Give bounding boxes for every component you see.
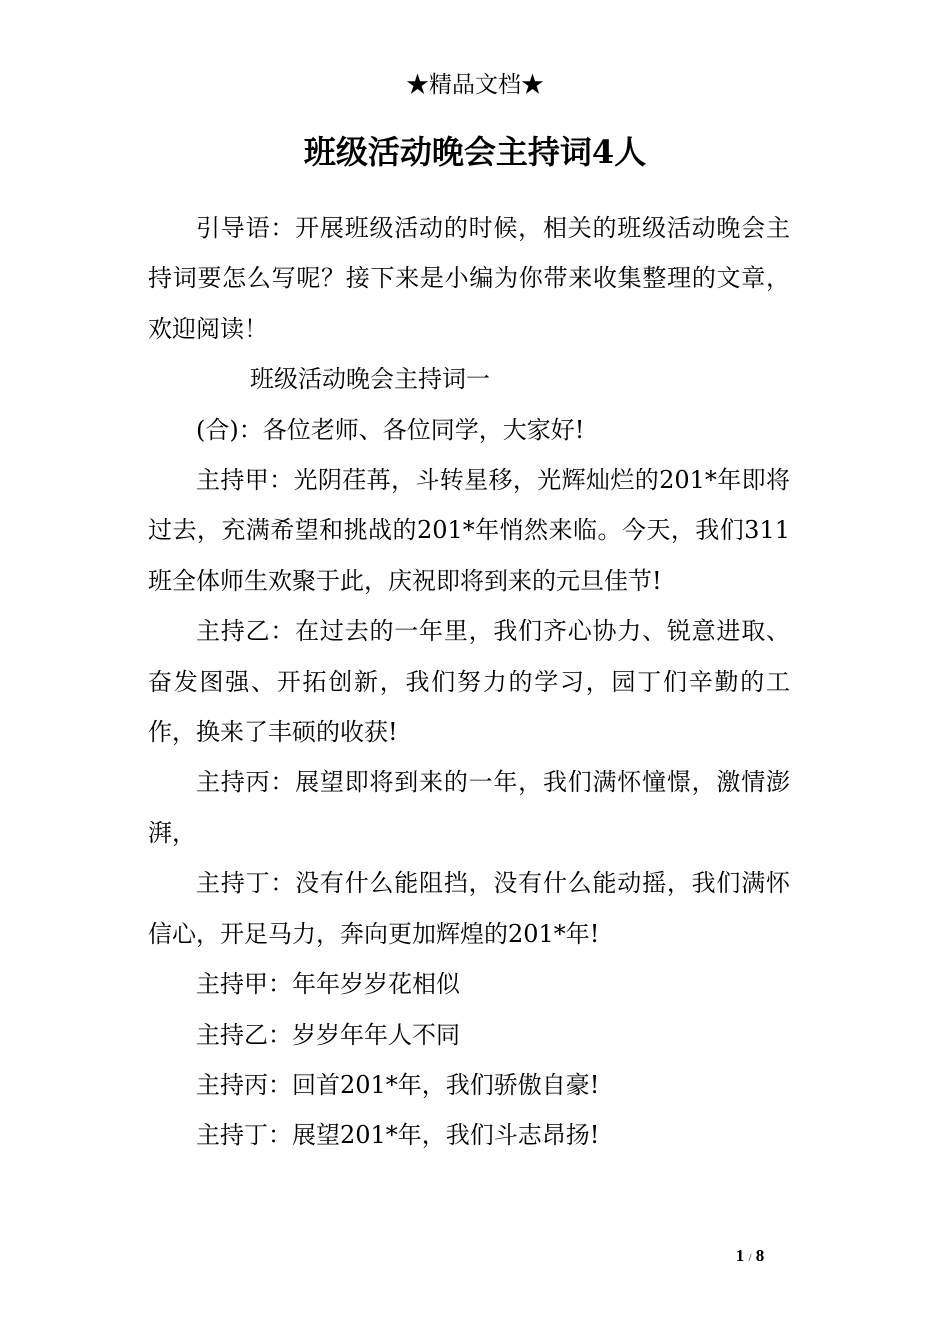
paragraph-host-a-2: 主持甲：年年岁岁花相似: [196, 970, 460, 999]
section-heading: 班级活动晚会主持词一: [250, 365, 490, 394]
page-total: 8: [755, 1246, 765, 1265]
paragraph-host-d-2: 主持丁：展望201*年，我们斗志昂扬!: [196, 1121, 600, 1150]
paragraph-host-b-2: 主持乙：岁岁年年人不同: [196, 1020, 460, 1049]
paragraph-host-c-2: 主持丙：回首201*年，我们骄傲自豪!: [196, 1070, 600, 1099]
page-separator: /: [748, 1252, 752, 1264]
paragraph-host-a: 主持甲：光阴荏苒，斗转星移，光辉灿烂的201*年即将过去，充满希望和挑战的201*年悄然来临。今天，我们311班全体师生欢聚于此，庆祝即将到来的元旦佳节!: [148, 466, 790, 595]
paragraph-host-b: 主持乙：在过去的一年里，我们齐心协力、锐意进取、奋发图强、开拓创新，我们努力的学习，园丁们辛勤的工作，换来了丰硕的收获!: [148, 617, 790, 747]
page-number: [700, 1244, 800, 1270]
paragraph-host-d: 主持丁：没有什么能阻挡，没有什么能动摇，我们满怀信心，开足马力，奔向更加辉煌的201*年!: [148, 869, 790, 948]
header-mark: ★精品文档★: [406, 72, 544, 98]
document-title: 班级活动晚会主持词4人: [303, 133, 647, 171]
paragraph-host-c: 主持丙：展望即将到来的一年，我们满怀憧憬，激情澎湃，: [148, 768, 790, 847]
page-current: 1: [735, 1246, 745, 1265]
document-body: [148, 203, 790, 1161]
paragraph-greeting: (合)：各位老师、各位同学，大家好!: [196, 415, 585, 444]
intro-paragraph: 引导语：开展班级活动的时候，相关的班级活动晚会主持词要怎么写呢？接下来是小编为你带来收集整理的文章，欢迎阅读！: [148, 214, 790, 343]
